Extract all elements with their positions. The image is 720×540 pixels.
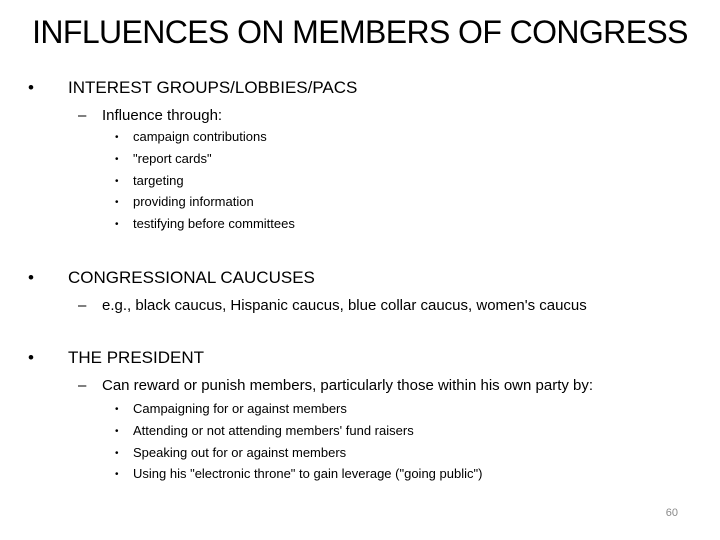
bullet: • — [115, 154, 119, 165]
dash: – — [78, 107, 87, 124]
list-item — [115, 172, 184, 190]
section-heading-president — [28, 347, 204, 369]
bullet: • — [115, 132, 119, 143]
bullet: • — [115, 404, 119, 415]
item-text: "report cards" — [133, 151, 212, 166]
bullet: • — [115, 448, 119, 459]
list-item — [115, 422, 414, 440]
slide-title: INFLUENCES ON MEMBERS OF CONGRESS — [32, 14, 688, 50]
item-text: testifying before committees — [133, 216, 295, 231]
bullet: • — [115, 219, 119, 230]
sub-point-caucus-examples — [78, 296, 587, 316]
page-number: 60 — [665, 507, 678, 519]
item-text: targeting — [133, 173, 184, 188]
list-item — [115, 128, 267, 146]
bullet: • — [28, 78, 34, 97]
bullet: • — [115, 197, 119, 208]
bullet: • — [28, 268, 34, 287]
list-item — [115, 193, 254, 211]
item-text: Attending or not attending members' fund raisers — [133, 423, 414, 438]
section-heading-interest-groups — [28, 77, 357, 99]
item-text: Speaking out for or against members — [133, 445, 347, 460]
item-text: Using his "electronic throne" to gain leverage ("going public") — [133, 466, 483, 481]
heading-text: INTEREST GROUPS/LOBBIES/PACS — [68, 78, 358, 97]
dash: – — [78, 297, 87, 314]
list-item — [115, 444, 346, 462]
list-item — [115, 465, 482, 483]
list-item — [115, 150, 212, 168]
heading-text: CONGRESSIONAL CAUCUSES — [68, 268, 315, 287]
item-text: campaign contributions — [133, 129, 267, 144]
sub-point-reward-punish — [78, 376, 593, 396]
item-text: Campaigning for or against members — [133, 401, 347, 416]
sub-point-influence — [78, 106, 222, 126]
list-item — [115, 215, 295, 233]
sub-text: e.g., black caucus, Hispanic caucus, blue collar caucus, women's caucus — [102, 297, 587, 314]
item-text: providing information — [133, 194, 254, 209]
section-heading-caucuses — [28, 267, 315, 289]
sub-text: Influence through: — [102, 107, 223, 124]
bullet: • — [115, 469, 119, 480]
dash: – — [78, 377, 87, 394]
bullet: • — [115, 426, 119, 437]
sub-text: Can reward or punish members, particularly those within his own party by: — [102, 377, 594, 394]
heading-text: THE PRESIDENT — [68, 348, 205, 367]
bullet: • — [115, 176, 119, 187]
bullet: • — [28, 348, 34, 367]
list-item — [115, 400, 347, 418]
